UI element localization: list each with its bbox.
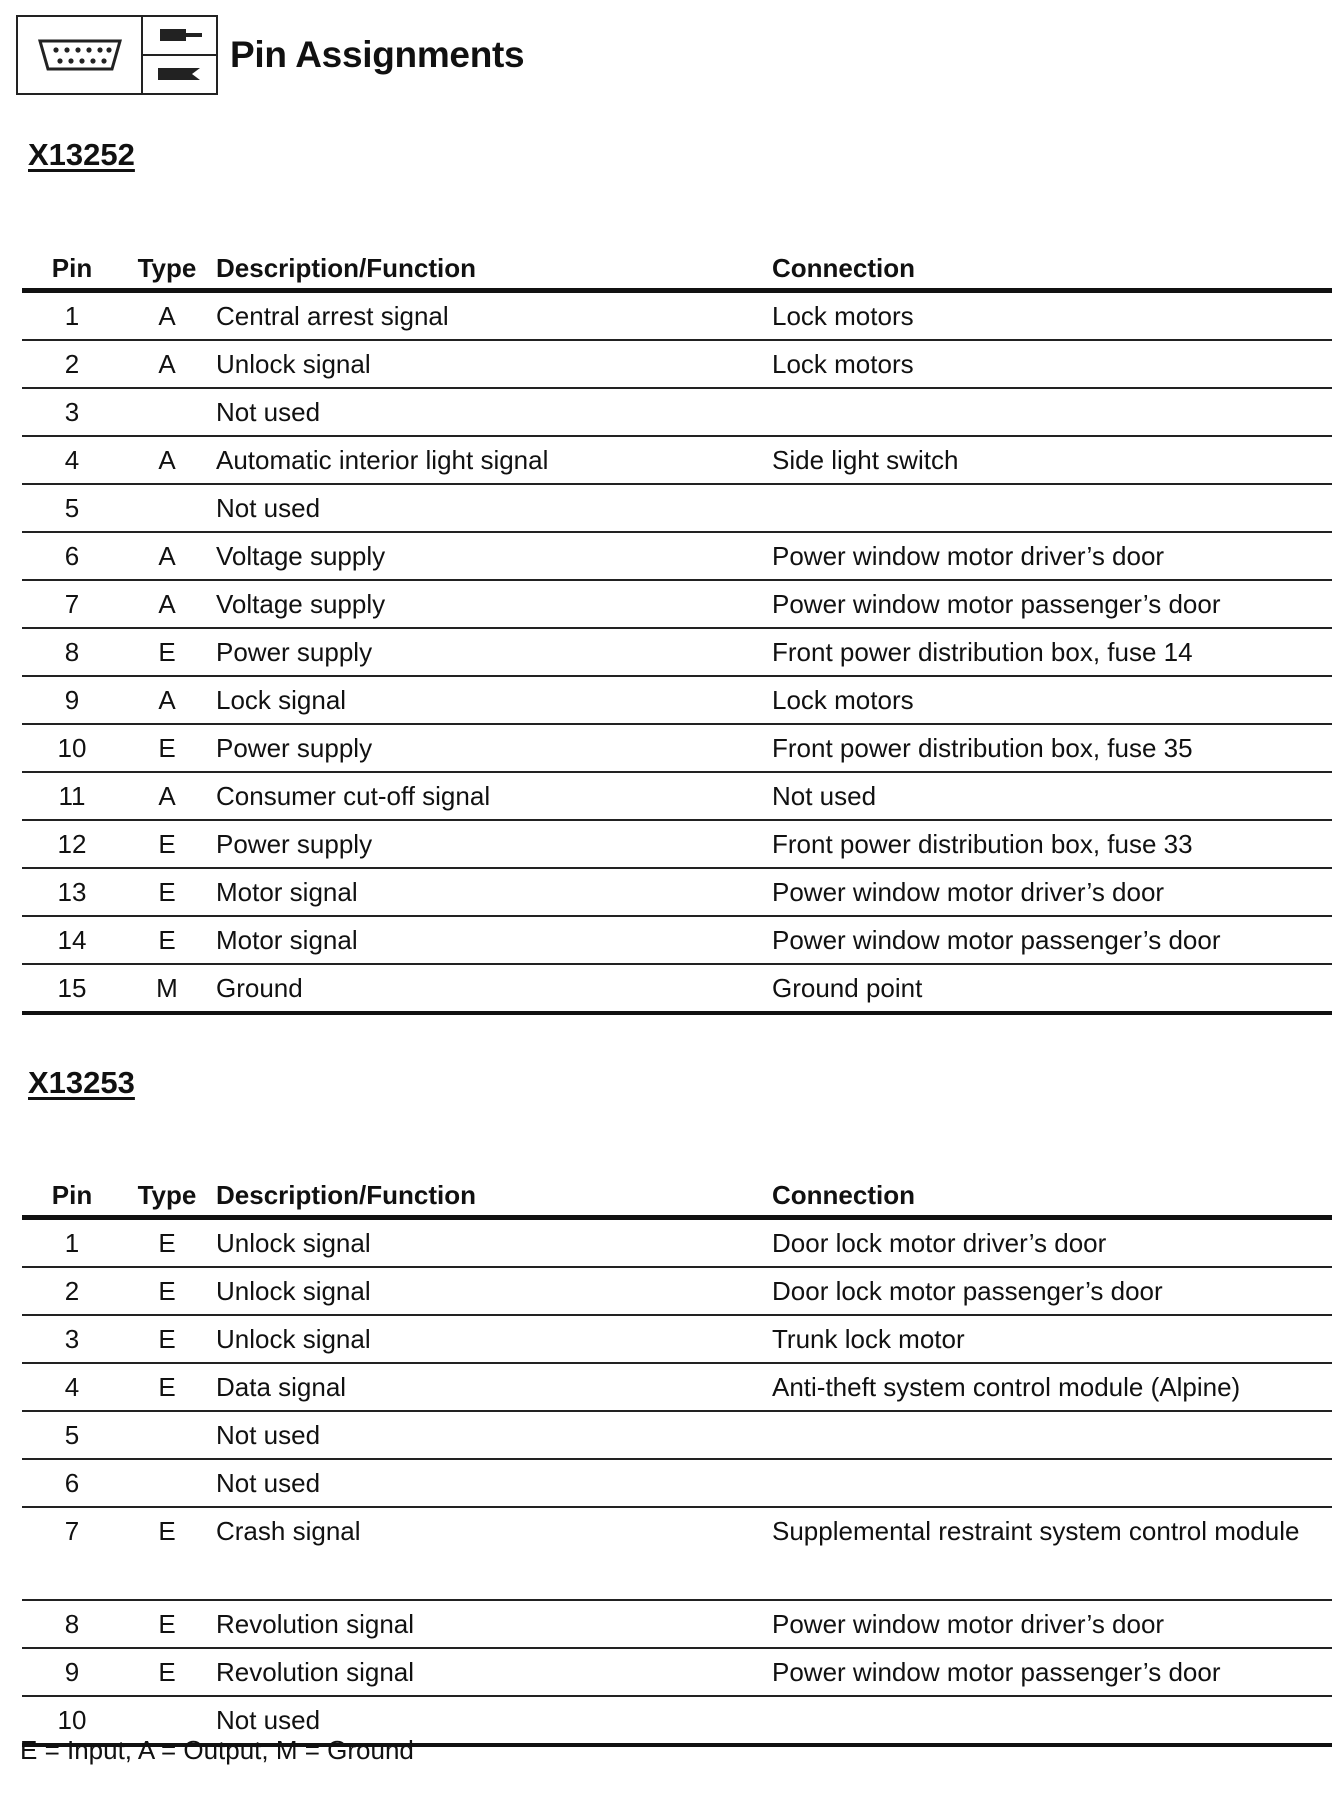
description-cell: Ground xyxy=(212,964,772,1013)
type-cell: A xyxy=(122,340,212,388)
table-row xyxy=(22,1600,1332,1648)
column-header-pin: Pin xyxy=(22,1171,122,1218)
column-header-type: Type xyxy=(122,244,212,291)
description-cell: Crash signal xyxy=(212,1507,772,1600)
connection-cell xyxy=(772,388,1332,436)
description-cell: Not used xyxy=(212,1459,772,1507)
table-row xyxy=(22,484,1332,532)
description-cell: Revolution signal xyxy=(212,1600,772,1648)
pin-cell: 12 xyxy=(22,820,122,868)
type-legend: E = Input, A = Output, M = Ground xyxy=(20,1735,414,1765)
table-row xyxy=(22,1648,1332,1696)
table-row xyxy=(22,772,1332,820)
description-cell: Voltage supply xyxy=(212,580,772,628)
column-header-connection: Connection xyxy=(772,1171,1332,1218)
type-cell: A xyxy=(122,436,212,484)
page-header xyxy=(16,12,524,97)
column-header-description: Description/Function xyxy=(212,1171,772,1218)
type-cell xyxy=(122,388,212,436)
pin-cell: 10 xyxy=(22,1696,122,1745)
description-cell: Automatic interior light signal xyxy=(212,436,772,484)
pin-cell: 9 xyxy=(22,676,122,724)
table-row xyxy=(22,1267,1332,1315)
table-row xyxy=(22,676,1332,724)
table-row xyxy=(22,868,1332,916)
connection-cell: Power window motor driver’s door xyxy=(772,1600,1332,1648)
description-cell: Lock signal xyxy=(212,676,772,724)
type-cell: A xyxy=(122,676,212,724)
connection-cell: Power window motor driver’s door xyxy=(772,532,1332,580)
type-cell: E xyxy=(122,1363,212,1411)
type-cell: E xyxy=(122,820,212,868)
connection-cell: Lock motors xyxy=(772,340,1332,388)
connection-cell: Front power distribution box, fuse 35 xyxy=(772,724,1332,772)
section-title-x13253: X13253 xyxy=(28,1065,135,1100)
table-row xyxy=(22,1315,1332,1363)
type-cell: E xyxy=(122,1648,212,1696)
description-cell: Not used xyxy=(212,1411,772,1459)
description-cell: Data signal xyxy=(212,1363,772,1411)
pin-cell: 4 xyxy=(22,436,122,484)
connection-cell: Anti-theft system control module (Alpine) xyxy=(772,1363,1332,1411)
description-cell: Motor signal xyxy=(212,916,772,964)
table-row xyxy=(22,724,1332,772)
pin-cell: 13 xyxy=(22,868,122,916)
table-row xyxy=(22,580,1332,628)
type-cell xyxy=(122,484,212,532)
table-row xyxy=(22,964,1332,1013)
description-cell: Unlock signal xyxy=(212,1315,772,1363)
description-cell: Voltage supply xyxy=(212,532,772,580)
description-cell: Motor signal xyxy=(212,868,772,916)
column-header-type: Type xyxy=(122,1171,212,1218)
table-row xyxy=(22,1363,1332,1411)
pin-cell: 8 xyxy=(22,1600,122,1648)
pin-cell: 1 xyxy=(22,291,122,341)
connection-cell xyxy=(772,1696,1332,1745)
type-cell xyxy=(122,1411,212,1459)
description-cell: Unlock signal xyxy=(212,1218,772,1268)
pin-cell: 11 xyxy=(22,772,122,820)
pin-cell: 5 xyxy=(22,1411,122,1459)
connection-cell xyxy=(772,1411,1332,1459)
type-cell: A xyxy=(122,532,212,580)
table-body-x13253 xyxy=(22,1218,1332,1746)
table-row xyxy=(22,916,1332,964)
pin-cell: 14 xyxy=(22,916,122,964)
connection-cell: Not used xyxy=(772,772,1332,820)
description-cell: Power supply xyxy=(212,820,772,868)
pin-cell: 4 xyxy=(22,1363,122,1411)
column-header-connection: Connection xyxy=(772,244,1332,291)
pin-cell: 2 xyxy=(22,1267,122,1315)
pin-cell: 7 xyxy=(22,1507,122,1600)
description-cell: Unlock signal xyxy=(212,1267,772,1315)
pin-cell: 1 xyxy=(22,1218,122,1268)
table-row xyxy=(22,1459,1332,1507)
type-cell: E xyxy=(122,1267,212,1315)
type-cell: E xyxy=(122,868,212,916)
connector-plug-icon xyxy=(18,17,143,93)
pin-cell: 9 xyxy=(22,1648,122,1696)
pin-cell: 6 xyxy=(22,532,122,580)
connection-cell xyxy=(772,1459,1332,1507)
pin-cell: 8 xyxy=(22,628,122,676)
type-cell: A xyxy=(122,772,212,820)
column-header-description: Description/Function xyxy=(212,244,772,291)
connection-cell: Power window motor passenger’s door xyxy=(772,916,1332,964)
pin-cell: 3 xyxy=(22,388,122,436)
pin-cell: 6 xyxy=(22,1459,122,1507)
table-row xyxy=(22,532,1332,580)
table-row xyxy=(22,1218,1332,1268)
type-cell: E xyxy=(122,1600,212,1648)
pin-cell: 5 xyxy=(22,484,122,532)
pin-cell: 3 xyxy=(22,1315,122,1363)
table-header-row xyxy=(22,244,1332,291)
connection-cell: Front power distribution box, fuse 33 xyxy=(772,820,1332,868)
table-row xyxy=(22,628,1332,676)
description-cell: Not used xyxy=(212,1696,772,1745)
table-row xyxy=(22,1507,1332,1600)
description-cell: Not used xyxy=(212,388,772,436)
table-row xyxy=(22,820,1332,868)
type-cell: A xyxy=(122,580,212,628)
pin-symbol-icon xyxy=(143,17,216,93)
connection-cell: Lock motors xyxy=(772,291,1332,341)
connector-icon-box xyxy=(16,15,218,95)
description-cell: Revolution signal xyxy=(212,1648,772,1696)
type-cell: A xyxy=(122,291,212,341)
description-cell: Not used xyxy=(212,484,772,532)
type-cell: E xyxy=(122,724,212,772)
type-cell: E xyxy=(122,1507,212,1600)
description-cell: Central arrest signal xyxy=(212,291,772,341)
table-row xyxy=(22,388,1332,436)
type-cell: E xyxy=(122,1218,212,1268)
pin-cell: 10 xyxy=(22,724,122,772)
type-cell xyxy=(122,1459,212,1507)
connection-cell: Ground point xyxy=(772,964,1332,1013)
section-title-x13252: X13252 xyxy=(28,137,135,172)
connection-cell: Trunk lock motor xyxy=(772,1315,1332,1363)
connection-cell: Door lock motor passenger’s door xyxy=(772,1267,1332,1315)
column-header-pin: Pin xyxy=(22,244,122,291)
type-cell: M xyxy=(122,964,212,1013)
page-title: Pin Assignments xyxy=(230,33,525,75)
pin-cell: 15 xyxy=(22,964,122,1013)
description-cell: Consumer cut-off signal xyxy=(212,772,772,820)
connection-cell: Front power distribution box, fuse 14 xyxy=(772,628,1332,676)
table-header-row xyxy=(22,1171,1332,1218)
description-cell: Power supply xyxy=(212,724,772,772)
connection-cell: Side light switch xyxy=(772,436,1332,484)
connection-cell: Lock motors xyxy=(772,676,1332,724)
table-row xyxy=(22,1411,1332,1459)
table-body-x13252 xyxy=(22,291,1332,1014)
table-row xyxy=(22,436,1332,484)
pin-cell: 7 xyxy=(22,580,122,628)
pin-cell: 2 xyxy=(22,340,122,388)
pin-female-icon xyxy=(143,54,216,93)
pin-table-x13253 xyxy=(22,1171,1332,1747)
connection-cell: Power window motor passenger’s door xyxy=(772,580,1332,628)
type-cell: E xyxy=(122,1315,212,1363)
type-cell: E xyxy=(122,916,212,964)
description-cell: Unlock signal xyxy=(212,340,772,388)
pin-male-icon xyxy=(143,17,216,54)
connection-cell: Power window motor passenger’s door xyxy=(772,1648,1332,1696)
connection-cell: Door lock motor driver’s door xyxy=(772,1218,1332,1268)
table-row xyxy=(22,340,1332,388)
pin-table-x13252 xyxy=(22,244,1332,1015)
table-row xyxy=(22,291,1332,341)
type-cell: E xyxy=(122,628,212,676)
connection-cell: Supplemental restraint system control module xyxy=(772,1507,1332,1600)
connection-cell: Power window motor driver’s door xyxy=(772,868,1332,916)
description-cell: Power supply xyxy=(212,628,772,676)
connection-cell xyxy=(772,484,1332,532)
